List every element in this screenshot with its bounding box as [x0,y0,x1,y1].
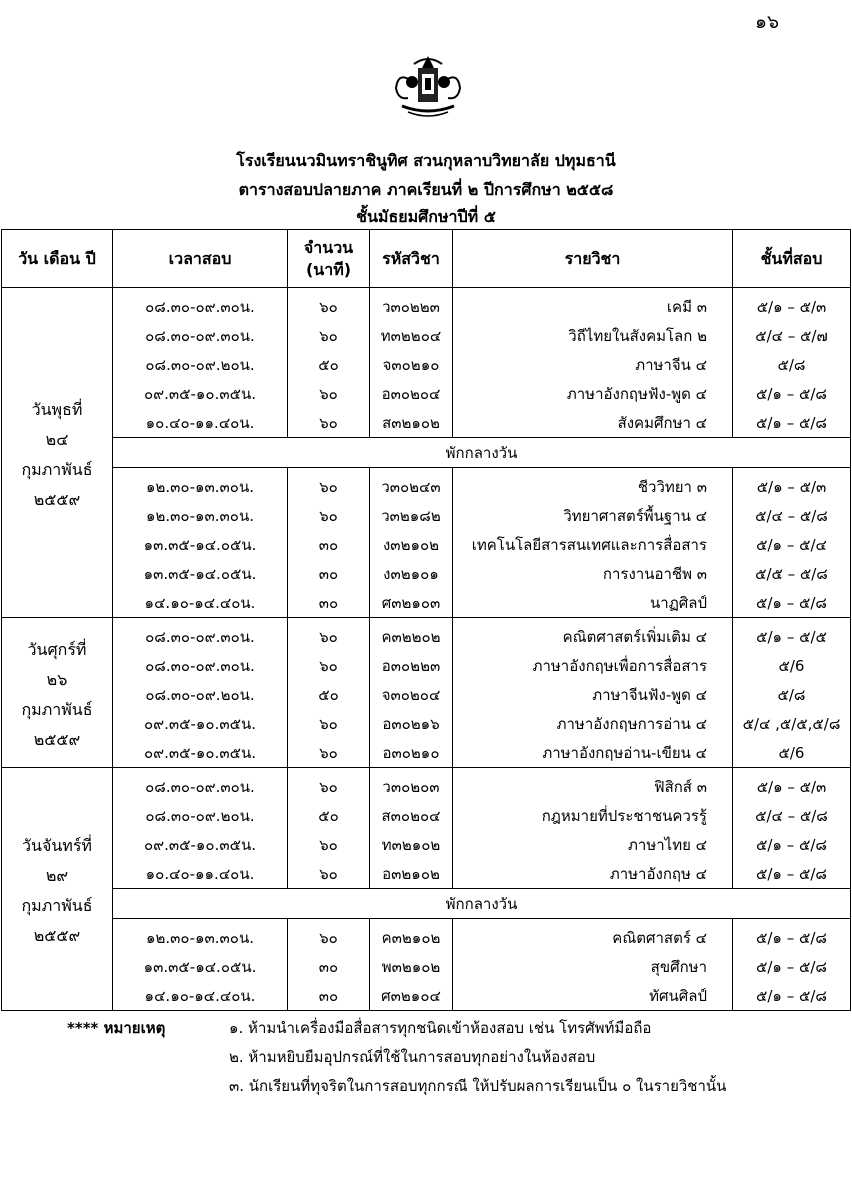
table-row [2,952,851,981]
exam-classes: ๕/๑ – ๕/๘ [733,588,851,618]
exam-minutes: ๕๐ [288,801,370,830]
exam-day-line: วันจันทร์ที่ [22,836,92,855]
lunch-break-row [2,889,851,919]
subject-code: ส๓๐๒๐๔ [370,801,453,830]
exam-time: ๑๐.๔๐-๑๑.๔๐น. [113,408,288,438]
exam-day-line: ๒๔ [45,429,69,449]
exam-time: ๐๘.๓๐-๐๙.๒๐น. [113,350,288,379]
exam-time: ๑๒.๓๐-๑๓.๓๐น. [113,501,288,530]
exam-classes: ๕/๕ – ๕/๘ [733,559,851,588]
exam-time: ๑๓.๓๕-๑๔.๐๕น. [113,559,288,588]
header-date: วัน เดือน ปี [2,230,113,288]
exam-classes: ๕/๑ – ๕/๘ [733,379,851,408]
exam-classes: ๕/๑ – ๕/๘ [733,859,851,889]
table-row [2,559,851,588]
page-number: ๑๖ [755,11,780,33]
exam-time: ๑๒.๓๐-๑๓.๓๐น. [113,919,288,953]
exam-time: ๐๙.๓๕-๑๐.๓๕น. [113,738,288,768]
header-time: เวลาสอบ [113,230,288,288]
table-row [2,530,851,559]
subject-code: ว๓๐๒๔๓ [370,468,453,502]
subject-code: ง๓๒๑๐๑ [370,559,453,588]
exam-minutes: ๖๐ [288,919,370,953]
exam-minutes: ๕๐ [288,350,370,379]
subject-code: อ๓๐๒๐๔ [370,379,453,408]
exam-day-line: ๒๕๕๙ [33,489,81,509]
exam-classes: ๕/๑ – ๕/๘ [733,952,851,981]
exam-minutes: ๓๐ [288,530,370,559]
subject-name: คณิตศาสตร์ ๔ [453,919,733,953]
subject-code: อ๓๐๒๑๖ [370,709,453,738]
note-item: ๑. ห้ามนำเครื่องมือสื่อสารทุกชนิดเข้าห้องสอบ เช่น โทรศัพท์มือถือ [229,1019,652,1037]
exam-minutes: ๖๐ [288,830,370,859]
subject-name: ฟิสิกส์ ๓ [453,768,733,802]
subject-code: ท๓๒๒๐๔ [370,321,453,350]
exam-minutes: ๖๐ [288,408,370,438]
exam-minutes: ๖๐ [288,651,370,680]
exam-day-line: กุมภาพันธ์ [21,896,93,915]
exam-minutes: ๖๐ [288,709,370,738]
subject-name: ภาษาอังกฤษฟัง-พูด ๔ [453,379,733,408]
exam-time: ๐๘.๓๐-๐๙.๒๐น. [113,801,288,830]
exam-minutes: ๓๐ [288,559,370,588]
subject-code: ศ๓๒๑๐๓ [370,588,453,618]
exam-time: ๐๘.๓๐-๐๙.๓๐น. [113,651,288,680]
table-row [2,468,851,502]
exam-classes: ๕/๔ – ๕/๗ [733,321,851,350]
table-row [2,321,851,350]
table-row [2,981,851,1011]
subject-name: วิทยาศาสตร์พื้นฐาน ๔ [453,501,733,530]
subject-code: ท๓๒๑๐๒ [370,830,453,859]
exam-time: ๑๓.๓๕-๑๔.๐๕น. [113,530,288,559]
exam-time: ๑๓.๓๕-๑๔.๐๕น. [113,952,288,981]
subject-name: วิถีไทยในสังคมโลก ๒ [453,321,733,350]
exam-day-line: วันพุธที่ [31,399,83,419]
header-class: ชั้นที่สอบ [733,230,851,288]
exam-classes: ๕/๑ – ๕/๘ [733,919,851,953]
subject-name: ชีววิทยา ๓ [453,468,733,502]
subject-name: ภาษาจีน ๔ [453,350,733,379]
exam-day-line: กุมภาพันธ์ [21,459,93,479]
exam-minutes: ๖๐ [288,859,370,889]
exam-classes: ๕/๔ ,๕/๕,๕/๘ [733,709,851,738]
subject-name: สุขศึกษา [453,952,733,981]
table-row [2,288,851,322]
subject-code: ว๓๒๑๘๒ [370,501,453,530]
exam-classes: ๕/๔ – ๕/๘ [733,501,851,530]
table-row [2,379,851,408]
table-row [2,408,851,438]
exam-day-line: ๒๖ [46,669,68,689]
table-row [2,738,851,768]
subject-name: ภาษาอังกฤษอ่าน-เขียน ๔ [453,738,733,768]
exam-title: ตารางสอบปลายภาค ภาคเรียนที่ ๒ ปีการศึกษา ๒๕๕๘ [238,180,614,199]
exam-day-cell [2,618,113,768]
exam-classes: ๕/๘ [733,350,851,379]
exam-minutes: ๖๐ [288,738,370,768]
exam-time: ๑๐.๔๐-๑๑.๔๐น. [113,859,288,889]
header-minutes: จำนวน (นาที) [288,230,370,288]
exam-day-line: ๒๕๕๙ [33,926,81,945]
table-row [2,919,851,953]
subject-code: อ๓๐๒๑๐ [370,738,453,768]
subject-name: การงานอาชีพ ๓ [453,559,733,588]
subject-name: กฎหมายที่ประชาชนควรรู้ [453,801,733,830]
table-row [2,859,851,889]
subject-name: คณิตศาสตร์เพิ่มเติม ๔ [453,618,733,652]
table-row [2,680,851,709]
subject-code: จ๓๐๒๐๔ [370,680,453,709]
exam-minutes: ๖๐ [288,501,370,530]
subject-name: เคมี ๓ [453,288,733,322]
exam-classes: ๕/๑ – ๕/๘ [733,408,851,438]
exam-time: ๐๘.๓๐-๐๙.๓๐น. [113,618,288,652]
exam-day-line: วันศุกร์ที่ [27,639,87,659]
note-item: ๓. นักเรียนที่ทุจริตในการสอบทุกกรณี ให้ปรับผลการเรียนเป็น ๐ ในรายวิชานั้น [229,1077,727,1095]
exam-time: ๐๘.๓๐-๐๙.๓๐น. [113,288,288,322]
subject-name: ภาษาจีนฟัง-พูด ๔ [453,680,733,709]
lunch-break-row [2,438,851,468]
table-row [2,830,851,859]
exam-classes: ๕/6 [733,738,851,768]
exam-classes: ๕/๘ [733,680,851,709]
exam-day-cell [2,768,113,1011]
subject-code: ค๓๒๑๐๒ [370,919,453,953]
subject-code: ส๓๒๑๐๒ [370,408,453,438]
subject-name: ภาษาอังกฤษเพื่อการสื่อสาร [453,651,733,680]
header-subject: รายวิชา [453,230,733,288]
table-row [2,768,851,802]
exam-time: ๑๔.๑๐-๑๔.๔๐น. [113,981,288,1011]
exam-time: ๐๙.๓๕-๑๐.๓๕น. [113,379,288,408]
subject-name: ทัศนศิลป์ [453,981,733,1011]
table-row [2,651,851,680]
subject-code: อ๓๒๑๐๒ [370,859,453,889]
subject-code: ศ๓๒๑๐๔ [370,981,453,1011]
subject-name: ภาษาอังกฤษการอ่าน ๔ [453,709,733,738]
exam-classes: ๕/๑ – ๕/๓ [733,468,851,502]
school-seal-logo [388,50,468,122]
grade-title: ชั้นมัธยมศึกษาปีที่ ๕ [356,207,496,226]
subject-name: สังคมศึกษา ๔ [453,408,733,438]
table-row [2,801,851,830]
table-row [2,501,851,530]
subject-name: ภาษาไทย ๔ [453,830,733,859]
table-header-row [2,230,851,288]
exam-classes: ๕/๑ – ๕/๕ [733,618,851,652]
exam-minutes: ๓๐ [288,588,370,618]
exam-minutes: ๖๐ [288,321,370,350]
exam-time: ๐๙.๓๕-๑๐.๓๕น. [113,709,288,738]
exam-day-line: กุมภาพันธ์ [21,699,93,719]
exam-classes: ๕/๑ – ๕/๓ [733,288,851,322]
table-row [2,588,851,618]
notes-label: **** หมายเหตุ [67,1019,166,1037]
exam-time: ๐๘.๓๐-๐๙.๒๐น. [113,680,288,709]
table-row [2,709,851,738]
lunch-break-label: พักกลางวัน [113,438,851,468]
exam-time: ๐๘.๓๐-๐๙.๓๐น. [113,768,288,802]
exam-day-line: ๒๕๕๙ [33,729,81,749]
exam-minutes: ๖๐ [288,618,370,652]
subject-name: ภาษาอังกฤษ ๔ [453,859,733,889]
exam-schedule-table [1,229,851,1011]
exam-minutes: ๖๐ [288,288,370,322]
subject-code: อ๓๐๒๒๓ [370,651,453,680]
note-item: ๒. ห้ามหยิบยืมอุปกรณ์ที่ใช้ในการสอบทุกอย่างในห้องสอบ [229,1048,596,1066]
exam-time: ๑๒.๓๐-๑๓.๓๐น. [113,468,288,502]
exam-time: ๑๔.๑๐-๑๔.๔๐น. [113,588,288,618]
school-title: โรงเรียนนวมินทราชินูทิศ สวนกุหลาบวิทยาลัย ปทุมธานี [236,151,616,170]
exam-classes: ๕/๑ – ๕/๔ [733,530,851,559]
subject-name: นาฏศิลป์ [453,588,733,618]
exam-classes: ๕/๑ – ๕/๘ [733,981,851,1011]
exam-minutes: ๖๐ [288,379,370,408]
exam-minutes: ๓๐ [288,952,370,981]
subject-code: ง๓๒๑๐๒ [370,530,453,559]
table-row [2,618,851,652]
exam-minutes: ๖๐ [288,768,370,802]
exam-day-line: ๒๙ [45,866,69,885]
subject-code: ว๓๐๒๒๓ [370,288,453,322]
subject-code: พ๓๒๑๐๒ [370,952,453,981]
header-code: รหัสวิชา [370,230,453,288]
subject-code: ว๓๐๒๐๓ [370,768,453,802]
exam-day-cell [2,288,113,618]
exam-classes: ๕/๔ – ๕/๘ [733,801,851,830]
exam-minutes: ๕๐ [288,680,370,709]
exam-classes: ๕/๑ – ๕/๓ [733,768,851,802]
lunch-break-label: พักกลางวัน [113,889,851,919]
exam-time: ๐๙.๓๕-๑๐.๓๕น. [113,830,288,859]
exam-minutes: ๖๐ [288,468,370,502]
subject-code: ค๓๒๒๐๒ [370,618,453,652]
subject-name: เทคโนโลยีสารสนเทศและการสื่อสาร [453,530,733,559]
exam-minutes: ๓๐ [288,981,370,1011]
subject-code: จ๓๐๒๑๐ [370,350,453,379]
exam-classes: ๕/6 [733,651,851,680]
exam-time: ๐๘.๓๐-๐๙.๓๐น. [113,321,288,350]
table-row [2,350,851,379]
exam-classes: ๕/๑ – ๕/๘ [733,830,851,859]
